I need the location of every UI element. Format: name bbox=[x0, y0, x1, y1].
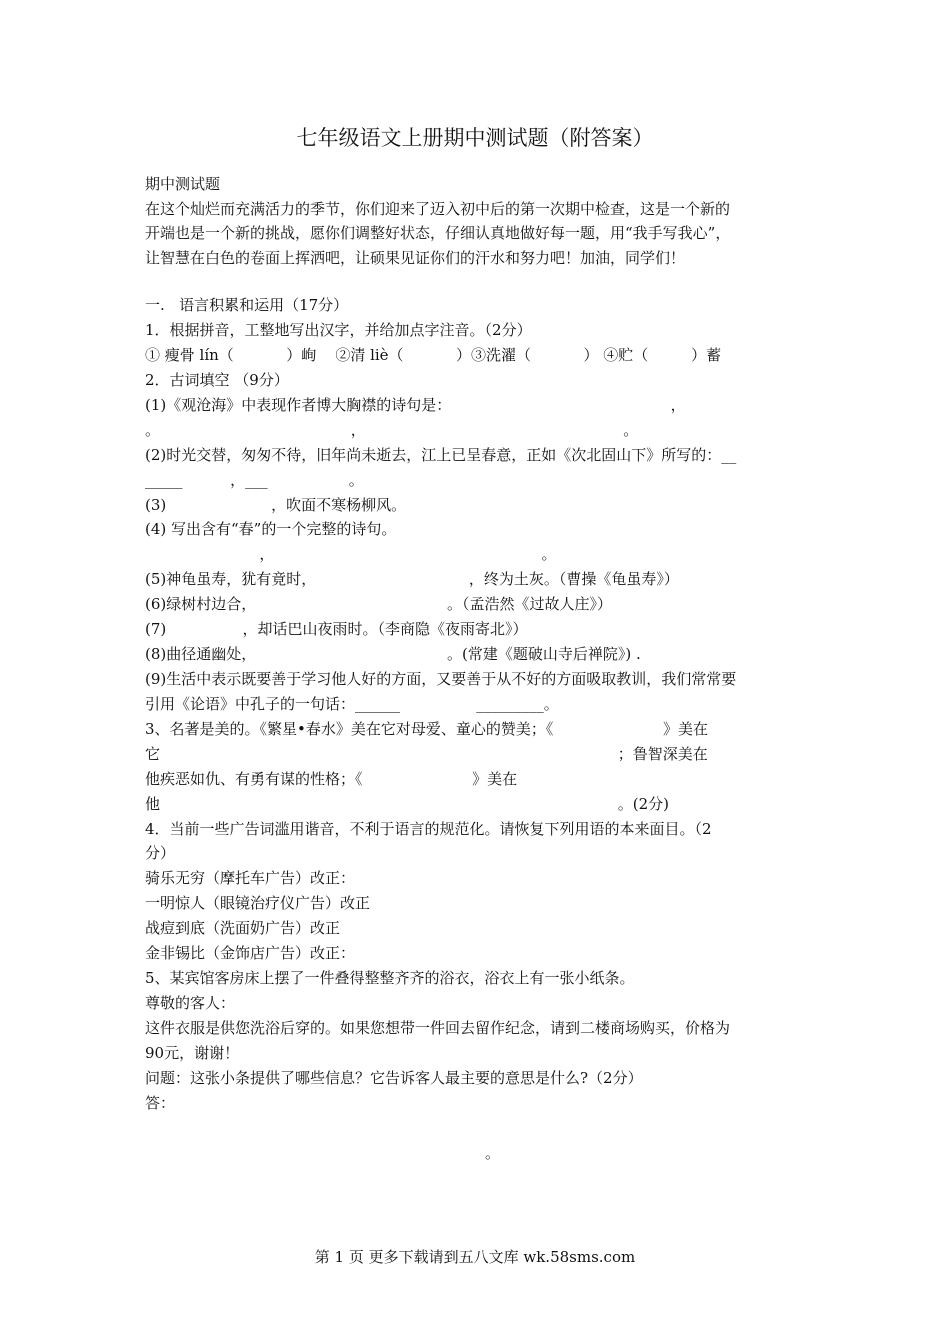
text-line: 让智慧在白色的卷面上挥洒吧，让硕果见证你们的汗水和努力吧！加油，同学们！ bbox=[145, 249, 686, 267]
answer-label: 答： bbox=[145, 1094, 176, 1112]
question-line: 4．当前一些广告词滥用谐音，不利于语言的规范化。请恢复下列用语的本来面目。（2 bbox=[145, 820, 712, 838]
question-line: 一明惊人（眼镜治疗仪广告）改正 bbox=[145, 894, 371, 912]
question-line: (6)绿树村边合， 。（孟浩然《过故人庄》） bbox=[145, 595, 612, 613]
question-line: ① 瘦骨 lín（ ）峋 ②清 liè（ ）③洗濯（ ） ④贮（ ）蓄 bbox=[145, 346, 722, 364]
question-line: 1．根据拼音，工整地写出汉字，并给加点字注音。（2分） bbox=[145, 321, 532, 339]
document-title: 七年级语文上册期中测试题（附答案） bbox=[296, 126, 654, 150]
question-line: 他疾恶如仇、有勇有谋的性格；《 》美在 bbox=[145, 770, 518, 788]
answer-blank-line: ， 。 bbox=[145, 545, 557, 563]
question-line: 5、某宾馆客房床上摆了一件叠得整整齐齐的浴衣，浴衣上有一张小纸条。 bbox=[145, 969, 635, 987]
question-line: (8)曲径通幽处， 。(常建《题破山寺后禅院》) . bbox=[145, 645, 641, 663]
answer-end-mark: 。 bbox=[485, 1144, 501, 1162]
question-line: 战痘到底（洗面奶广告）改正 bbox=[145, 919, 341, 937]
question-line: 2．古词填空 （9分） bbox=[145, 371, 289, 389]
question-line: 他 。(2分) bbox=[145, 795, 669, 813]
question-line: (4) 写出含有“春”的一个完整的诗句。 bbox=[145, 520, 397, 538]
answer-blank-line: _____ ，___ 。 bbox=[145, 471, 364, 489]
answer-blank-line: 。 ， 。 bbox=[145, 421, 639, 439]
question-line: (2)时光交替，匆匆不待，旧年尚未逝去，江上已呈春意，正如《次北固山下》所写的：__ bbox=[145, 446, 737, 464]
question-line: 金非锡比（金饰店广告）改正： bbox=[145, 944, 356, 962]
text-line: 开端也是一个新的挑战，愿你们调整好状态，仔细认真地做好每一题，用“我手写我心”， bbox=[145, 224, 731, 242]
question-line: 90元，谢谢！ bbox=[145, 1044, 240, 1062]
question-line: 它 ；鲁智深美在 bbox=[145, 745, 708, 763]
question-line: (3) ，吹面不寒杨柳风。 bbox=[145, 496, 407, 514]
question-line: (1)《观沧海》中表现作者博大胸襟的诗句是： ， bbox=[145, 396, 686, 414]
question-line: 尊敬的客人： bbox=[145, 994, 236, 1012]
question-line: 骑乐无穷（摩托车广告）改正： bbox=[145, 869, 356, 887]
question-line: 这件衣服是供您洗浴后穿的。如果您想带一件回去留作纪念，请到二楼商场购买，价格为 bbox=[145, 1019, 731, 1037]
question-line: 3、名著是美的。《繁星•春水》美在它对母爱、童心的赞美；《 》美在 bbox=[145, 720, 709, 738]
question-line: (5)神龟虽寿，犹有竟时， ，终为土灰。（曹操《龟虽寿》） bbox=[145, 570, 679, 588]
question-line: 问题：这张小条提供了哪些信息？它告诉客人最主要的意思是什么?（2分） bbox=[145, 1069, 643, 1087]
question-line: (9)生活中表示既要善于学习他人好的方面，又要善于从不好的方面吸取教训，我们常常要 bbox=[145, 670, 737, 688]
page-footer: 第 1 页 更多下载请到五八文库 wk.58sms.com bbox=[314, 1248, 636, 1266]
question-line: 分） bbox=[145, 844, 176, 862]
text-line: 在这个灿烂而充满活力的季节，你们迎来了迈入初中后的第一次期中检查，这是一个新的 bbox=[145, 200, 731, 218]
question-line: (7) ，却话巴山夜雨时。（李商隐《夜雨寄北》） bbox=[145, 620, 528, 638]
text-line: 期中测试题 bbox=[145, 175, 221, 193]
section-heading: 一. 语言积累和运用（17分） bbox=[145, 296, 349, 314]
question-line: 引用《论语》中孔子的一句话：______ _________。 bbox=[145, 695, 559, 713]
